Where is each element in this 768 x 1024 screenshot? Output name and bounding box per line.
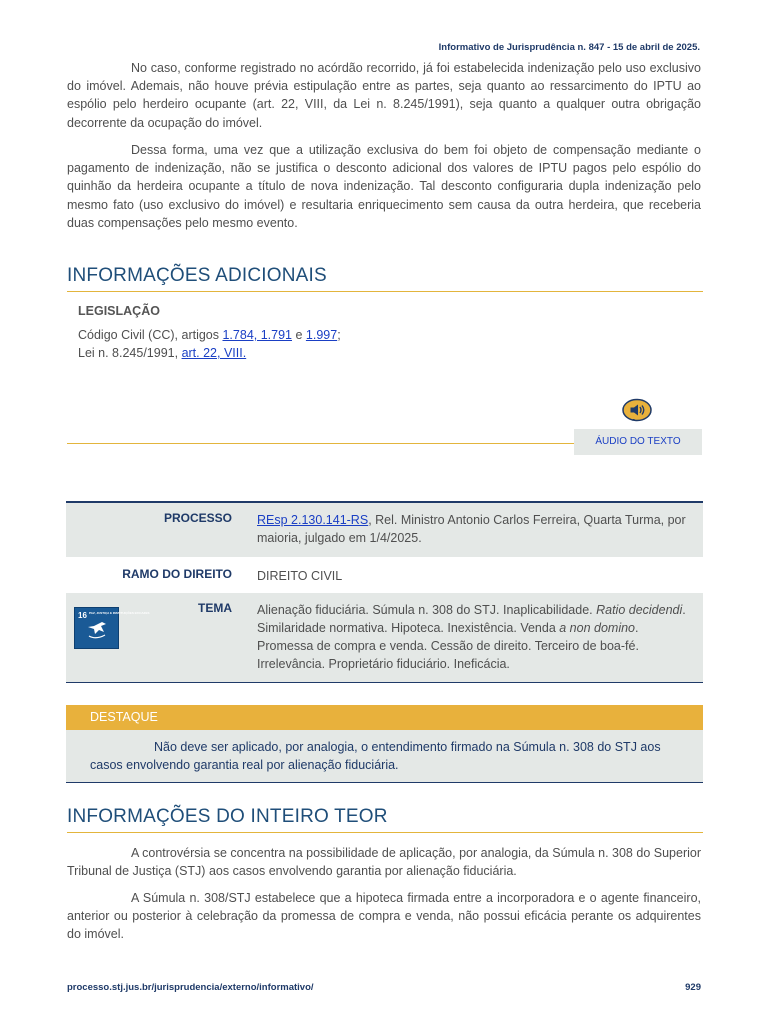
processo-row bbox=[66, 503, 703, 557]
tema-text: Alienação fiduciária. Súmula n. 308 do STJ. Inaplicabilidade. bbox=[257, 603, 597, 617]
lei-article-link[interactable]: art. 22, VIII. bbox=[181, 346, 247, 360]
tema-label-cell bbox=[66, 601, 257, 682]
tema-text: . Promessa de compra e venda. Cessão de direito. Terceiro de boa-fé. Irrelevância. Proprietário fiduciário. Ineficácia. bbox=[257, 621, 639, 671]
legislation-title: LEGISLAÇÃO bbox=[78, 304, 160, 318]
processo-label: PROCESSO bbox=[163, 511, 232, 525]
running-header: Informativo de Jurisprudência n. 847 - 15 de abril de 2025. bbox=[438, 42, 700, 53]
tema-row bbox=[66, 593, 703, 682]
processo-value bbox=[257, 511, 703, 557]
tema-italic: a non domino bbox=[559, 621, 636, 635]
inteiro-teor-paragraph-1 bbox=[67, 844, 701, 880]
ods-16-badge bbox=[74, 607, 150, 649]
destaque-box bbox=[66, 730, 703, 783]
inteiro-teor-title: INFORMAÇÕES DO INTEIRO TEOR bbox=[67, 806, 703, 833]
process-link[interactable]: REsp 2.130.141-RS bbox=[257, 513, 369, 527]
legislation-text: e bbox=[292, 328, 306, 342]
inteiro-teor-paragraph-2 bbox=[67, 889, 701, 944]
additional-info-title: INFORMAÇÕES ADICIONAIS bbox=[67, 265, 703, 292]
legislation-text: ; bbox=[337, 328, 341, 342]
ods-caption: PAZ, JUSTIÇA E INSTITUIÇÕES EFICAZES bbox=[89, 611, 150, 615]
legislation-line-lei bbox=[78, 346, 246, 360]
legislation-text: Lei n. 8.245/1991, bbox=[78, 346, 182, 360]
ramo-value: DIREITO CIVIL bbox=[257, 569, 343, 583]
intro-paragraph-1 bbox=[67, 59, 701, 132]
ramo-label: RAMO DO DIREITO bbox=[122, 567, 232, 581]
processo-details: , Rel. Ministro Antonio Carlos Ferreira, Quarta Turma, por maioria, julgado em 1/4/2025. bbox=[257, 513, 686, 545]
footer-url[interactable]: processo.stj.jus.br/jurisprudencia/externo/informativo/ bbox=[67, 982, 314, 993]
intro-paragraph-2-text: Dessa forma, uma vez que a utilização exclusiva do bem foi objeto de compensação mediante o pagamento de indenização, não se justifica o desconto adicional dos valores de IPTU pagos pelo espólio do quinhão da herdeira ocupante a título de nova indenização. Tal desconto configuraria dupla indenização pelo mesmo fato (uso exclusivo do imóvel) e resultaria enriquecimento sem causa da outra herdeira, que receberia duas compensações pelo mesmo evento. bbox=[67, 143, 701, 230]
svg-text:PAZ, JUSTIÇA E INSTITUIÇÕES EF bbox=[89, 610, 150, 615]
destaque-header: DESTAQUE bbox=[66, 705, 703, 730]
audio-divider bbox=[67, 443, 574, 444]
page-number: 929 bbox=[685, 982, 701, 993]
speaker-icon[interactable] bbox=[622, 399, 652, 423]
civil-code-articles-link[interactable]: 1.784, 1.791 bbox=[222, 328, 292, 342]
inteiro-teor-paragraph-1-text: A controvérsia se concentra na possibilidade de aplicação, por analogia, da Súmula n. 308 do Superior Tribunal de Justiça (STJ) aos casos envolvendo garantia por alienação fiduciária. bbox=[67, 846, 701, 879]
case-info-table bbox=[66, 501, 703, 683]
audio-button[interactable]: ÁUDIO DO TEXTO bbox=[574, 429, 702, 455]
tema-value bbox=[257, 601, 703, 682]
legislation-line-civil-code bbox=[78, 328, 341, 342]
tema-label: TEMA bbox=[198, 601, 232, 615]
intro-paragraph-1-text: No caso, conforme registrado no acórdão recorrido, já foi estabelecida indenização pelo uso exclusivo do imóvel. Ademais, não houve prévia estipulação entre as partes, seja quanto ao ressarcimento do IPTU ao espólio pelo herdeiro ocupante (art. 22, VIII, da Lei n. 8.245/1991), seja quanto a qualquer outra obrigação decorrente da ocupação do imóvel. bbox=[67, 61, 701, 130]
tema-italic: Ratio decidendi bbox=[596, 603, 683, 617]
civil-code-article-1997-link[interactable]: 1.997 bbox=[305, 328, 338, 342]
inteiro-teor-paragraph-2-text: A Súmula n. 308/STJ estabelece que a hipoteca firmada entre a incorporadora e o agente financeiro, anterior ou posterior à celebração da promessa de compra e venda, não possui eficácia perante os adquirentes do imóvel. bbox=[67, 891, 701, 942]
tema-text: . Similaridade normativa. Hipoteca. Inexistência. Venda bbox=[257, 603, 686, 635]
ramo-row bbox=[66, 557, 703, 593]
destaque-text: Não deve ser aplicado, por analogia, o entendimento firmado na Súmula n. 308 do STJ aos casos envolvendo garantia real por alienação fiduciária. bbox=[90, 740, 661, 772]
ods-number: 16 bbox=[78, 611, 87, 620]
legislation-text: Código Civil (CC), artigos bbox=[78, 328, 223, 342]
intro-paragraph-2 bbox=[67, 141, 701, 232]
